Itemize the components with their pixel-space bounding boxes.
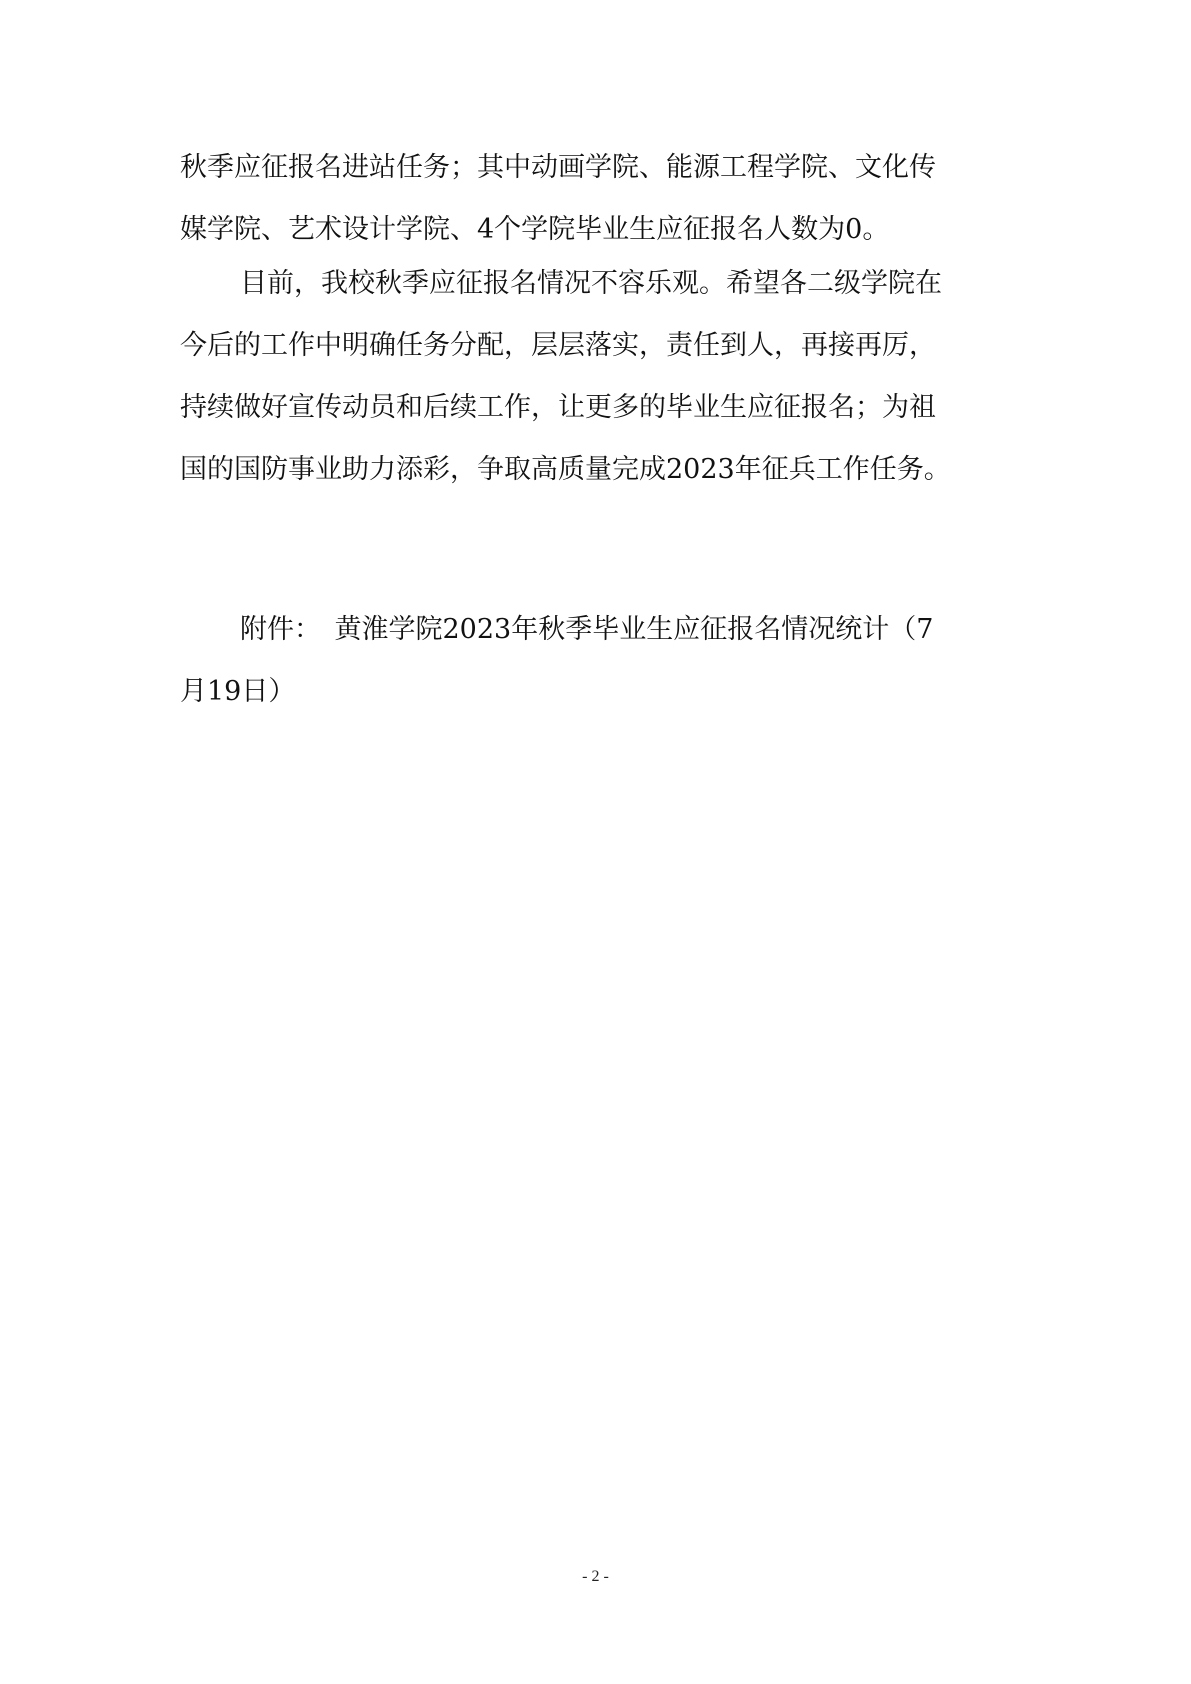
paragraph-line: 媒学院、艺术设计学院、4个学院毕业生应征报名人数为0。 [180, 214, 890, 245]
attachment-line: 附件： 黄淮学院2023年秋季毕业生应征报名情况统计（7 [240, 614, 934, 645]
attachment-note [180, 599, 1015, 723]
paragraph-line: 持续做好宣传动员和后续工作，让更多的毕业生应征报名；为祖 [180, 392, 936, 423]
page-number: - 2 - [582, 1568, 609, 1585]
paragraph-line: 今后的工作中明确任务分配，层层落实，责任到人，再接再厉， [180, 330, 936, 361]
attachment-line: 月19日） [180, 676, 296, 707]
paragraph-line: 目前，我校秋季应征报名情况不容乐观。希望各二级学院在 [240, 268, 942, 299]
paragraph-outlook [180, 253, 1015, 501]
paragraph-line: 秋季应征报名进站任务；其中动画学院、能源工程学院、文化传 [180, 152, 936, 183]
paragraph-line: 国的国防事业助力添彩，争取高质量完成2023年征兵工作任务。 [180, 454, 951, 485]
paragraph-continuation [180, 137, 1015, 261]
